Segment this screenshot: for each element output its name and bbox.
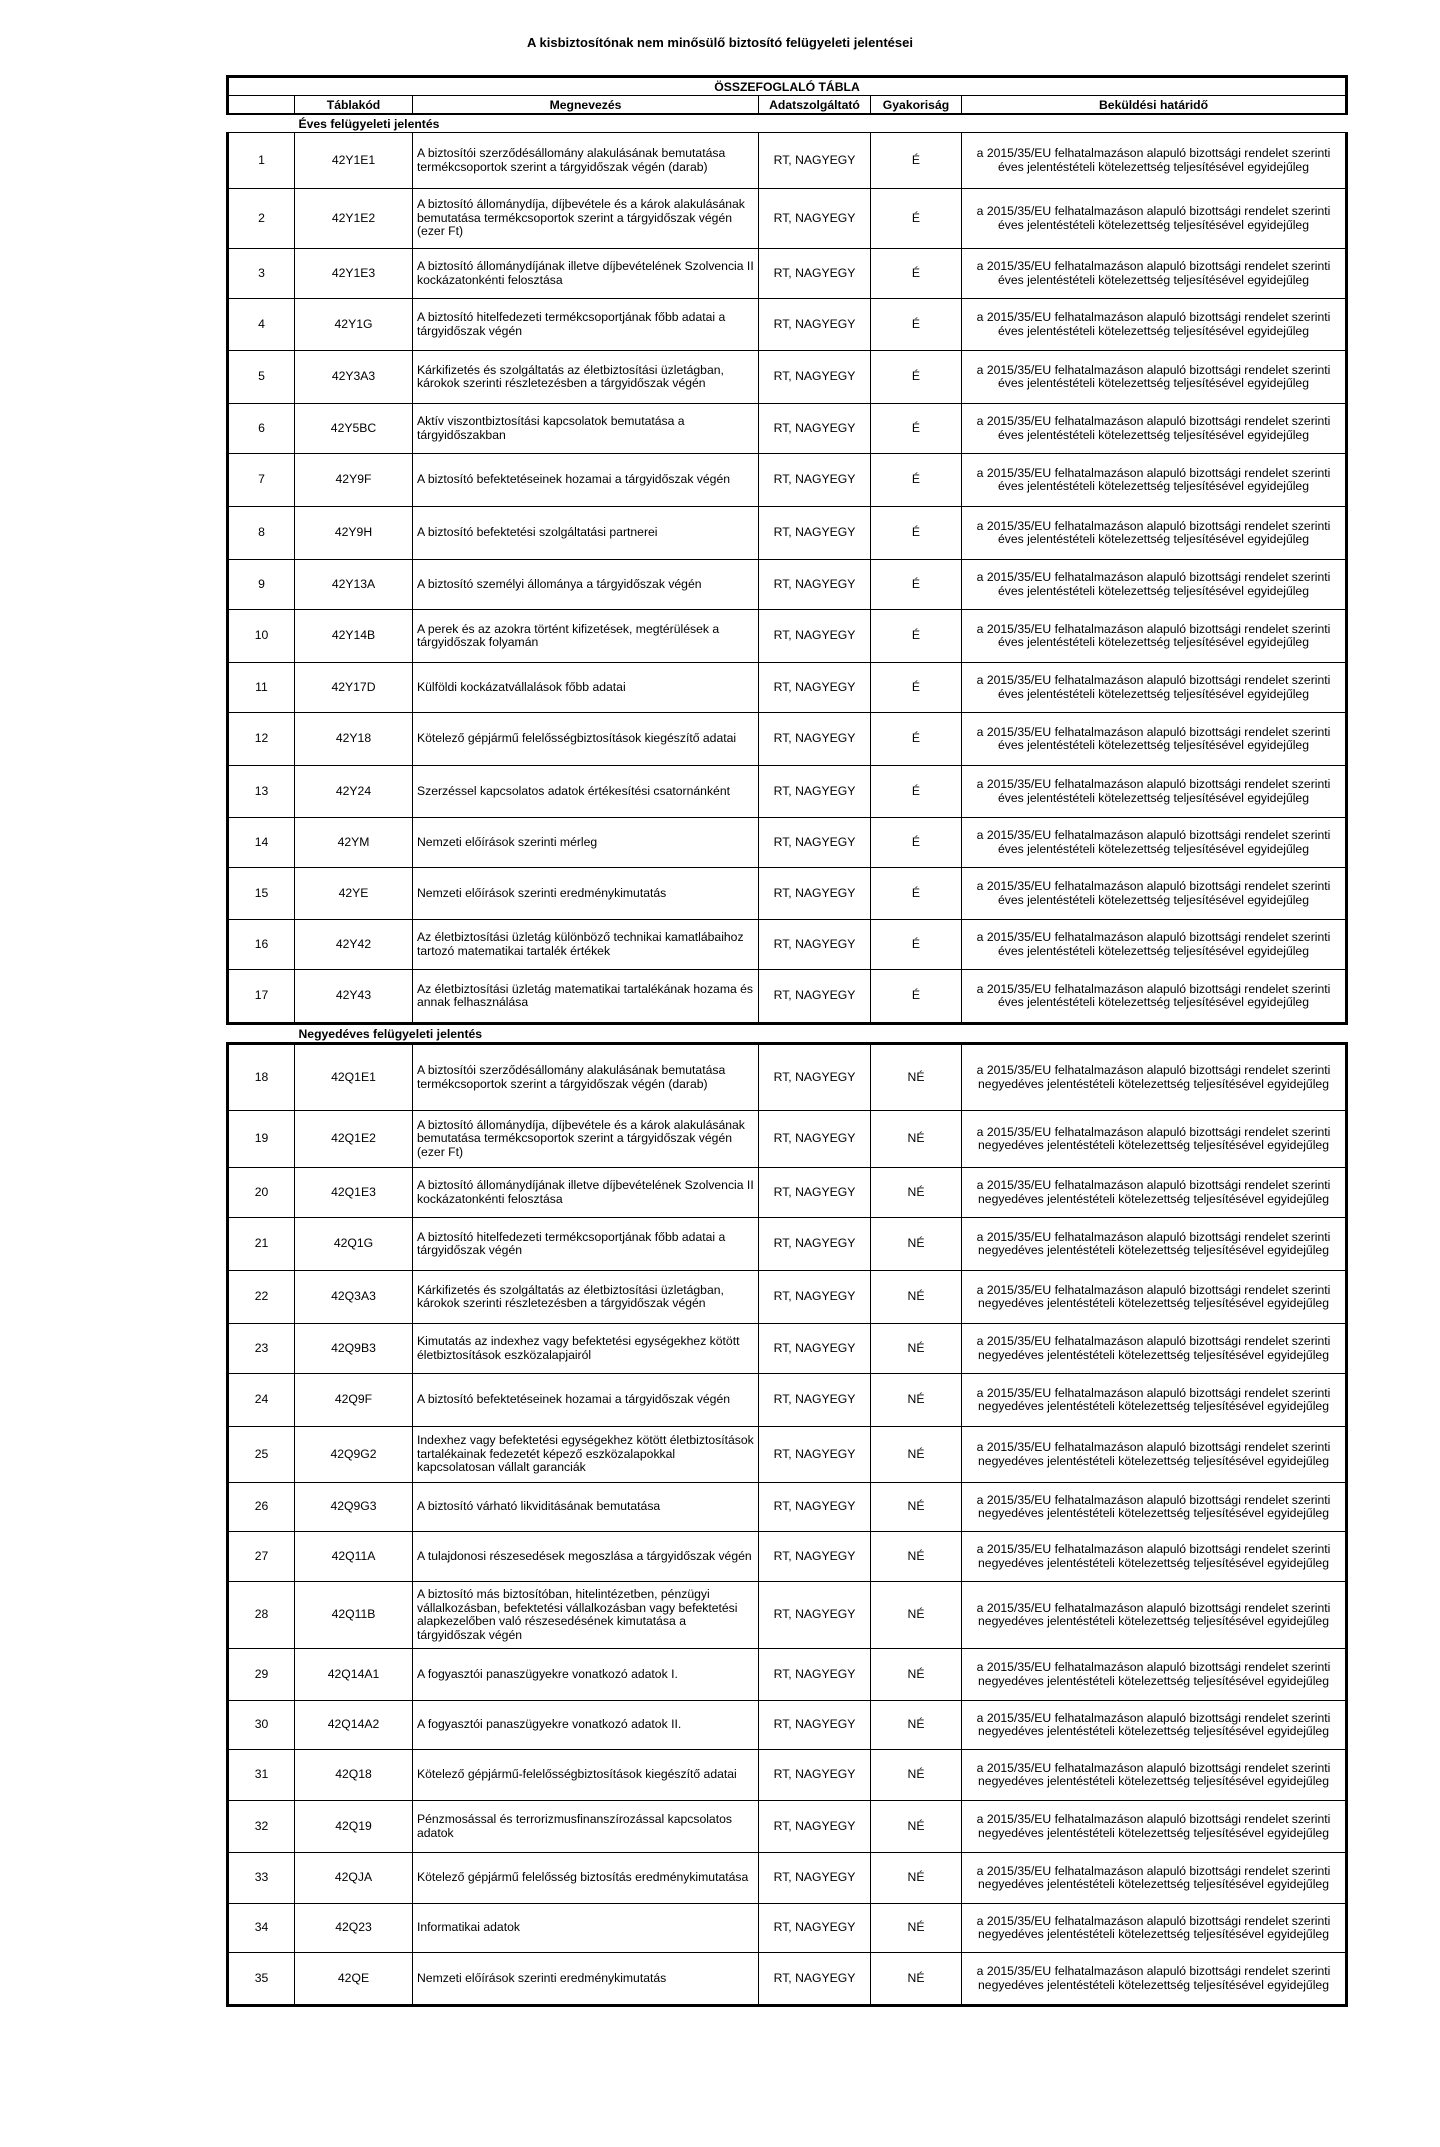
- row-provider: RT, NAGYEGY: [759, 404, 871, 454]
- row-frequency: É: [871, 189, 962, 249]
- row-frequency: É: [871, 133, 962, 189]
- row-table-code: 42Y24: [295, 766, 413, 818]
- row-number: 32: [228, 1801, 295, 1853]
- row-name: A biztosító más biztosítóban, hitelintézetben, pénzügyi vállalkozásban, befektetési vállalkozásban vagy befektetési alapkezelőben való részesedésének kimutatása a tárgyidőszak végén: [413, 1582, 759, 1649]
- row-table-code: 42Q9B3: [295, 1324, 413, 1374]
- row-table-code: 42Y5BC: [295, 404, 413, 454]
- row-provider: RT, NAGYEGY: [759, 1953, 871, 2006]
- row-name: Kötelező gépjármű-felelősségbiztosítások kiegészítő adatai: [413, 1750, 759, 1801]
- row-frequency: NÉ: [871, 1218, 962, 1271]
- row-table-code: 42QJA: [295, 1853, 413, 1904]
- section-label: Negyedéves felügyeleti jelentés: [298, 1026, 483, 1041]
- table-row: [228, 1532, 1347, 1582]
- row-provider: RT, NAGYEGY: [759, 1582, 871, 1649]
- row-name: A tulajdonosi részesedések megoszlása a tárgyidőszak végén: [413, 1532, 759, 1582]
- row-number: 2: [228, 189, 295, 249]
- row-deadline: a 2015/35/EU felhatalmazáson alapuló bizottsági rendelet szerinti éves jelentéstételi kötelezettség teljesítésével egyidejűleg: [962, 868, 1347, 920]
- header-name: Megnevezés: [413, 96, 759, 115]
- row-number: 7: [228, 454, 295, 507]
- table-row: [228, 404, 1347, 454]
- row-name: A biztosítói szerződésállomány alakulásának bemutatása termékcsoportok szerint a tárgyidőszak végén (darab): [413, 133, 759, 189]
- table-row: [228, 1218, 1347, 1271]
- row-table-code: 42Y14B: [295, 610, 413, 663]
- row-frequency: É: [871, 507, 962, 560]
- row-number: 8: [228, 507, 295, 560]
- table-row: [228, 1427, 1347, 1483]
- table-row: [228, 1750, 1347, 1801]
- row-name: Kárkifizetés és szolgáltatás az életbiztosítási üzletágban, károkok szerinti részletezésben a tárgyidőszak végén: [413, 351, 759, 404]
- row-provider: RT, NAGYEGY: [759, 1111, 871, 1168]
- row-provider: RT, NAGYEGY: [759, 818, 871, 868]
- row-frequency: NÉ: [871, 1324, 962, 1374]
- table-row: [228, 1111, 1347, 1168]
- row-deadline: a 2015/35/EU felhatalmazáson alapuló bizottsági rendelet szerinti negyedéves jelentéstételi kötelezettség teljesítésével egyidejűleg: [962, 1324, 1347, 1374]
- row-table-code: 42Y1E1: [295, 133, 413, 189]
- header-deadline: Beküldési határidő: [962, 96, 1347, 115]
- document-title: A kisbiztosítónak nem minősülő biztosító felügyeleti jelentései: [527, 35, 913, 50]
- row-deadline: a 2015/35/EU felhatalmazáson alapuló bizottsági rendelet szerinti negyedéves jelentéstételi kötelezettség teljesítésével egyidejűleg: [962, 1953, 1347, 2006]
- row-deadline: a 2015/35/EU felhatalmazáson alapuló bizottsági rendelet szerinti éves jelentéstételi kötelezettség teljesítésével egyidejűleg: [962, 663, 1347, 713]
- table-row: [228, 133, 1347, 189]
- row-deadline: a 2015/35/EU felhatalmazáson alapuló bizottsági rendelet szerinti negyedéves jelentéstételi kötelezettség teljesítésével egyidejűleg: [962, 1168, 1347, 1218]
- row-name: A biztosító állománydíjának illetve díjbevételének Szolvencia II kockázatonkénti felosztása: [413, 1168, 759, 1218]
- row-number: 11: [228, 663, 295, 713]
- row-number: 14: [228, 818, 295, 868]
- row-provider: RT, NAGYEGY: [759, 1168, 871, 1218]
- row-deadline: a 2015/35/EU felhatalmazáson alapuló bizottsági rendelet szerinti negyedéves jelentéstételi kötelezettség teljesítésével egyidejűleg: [962, 1750, 1347, 1801]
- row-deadline: a 2015/35/EU felhatalmazáson alapuló bizottsági rendelet szerinti éves jelentéstételi kötelezettség teljesítésével egyidejűleg: [962, 454, 1347, 507]
- row-table-code: 42Q3A3: [295, 1271, 413, 1324]
- row-provider: RT, NAGYEGY: [759, 560, 871, 610]
- row-table-code: 42Y13A: [295, 560, 413, 610]
- row-name: A biztosító befektetési szolgáltatási partnerei: [413, 507, 759, 560]
- row-provider: RT, NAGYEGY: [759, 1218, 871, 1271]
- summary-table: [226, 75, 1348, 2007]
- row-table-code: 42Y1E3: [295, 249, 413, 299]
- row-number: 21: [228, 1218, 295, 1271]
- table-row: [228, 818, 1347, 868]
- table-row: [228, 560, 1347, 610]
- row-name: A biztosító állománydíjának illetve díjbevételének Szolvencia II kockázatonkénti felosztása: [413, 249, 759, 299]
- row-name: A biztosító befektetéseinek hozamai a tárgyidőszak végén: [413, 1374, 759, 1427]
- header-number: [228, 96, 295, 115]
- row-provider: RT, NAGYEGY: [759, 189, 871, 249]
- row-frequency: NÉ: [871, 1649, 962, 1701]
- row-name: Nemzeti előírások szerinti eredménykimutatás: [413, 1953, 759, 2006]
- row-provider: RT, NAGYEGY: [759, 1271, 871, 1324]
- row-provider: RT, NAGYEGY: [759, 1853, 871, 1904]
- row-table-code: 42Y18: [295, 713, 413, 766]
- row-name: Nemzeti előírások szerinti mérleg: [413, 818, 759, 868]
- table-row: [228, 1324, 1347, 1374]
- table-row: [228, 1168, 1347, 1218]
- row-table-code: 42QE: [295, 1953, 413, 2006]
- table-row: [228, 1374, 1347, 1427]
- row-table-code: 42Q14A2: [295, 1701, 413, 1750]
- row-name: Aktív viszontbiztosítási kapcsolatok bemutatása a tárgyidőszakban: [413, 404, 759, 454]
- row-name: Az életbiztosítási üzletág különböző technikai kamatlábaihoz tartozó matematikai tartalék értékek: [413, 920, 759, 970]
- row-number: 12: [228, 713, 295, 766]
- row-table-code: 42Q11A: [295, 1532, 413, 1582]
- row-name: A biztosító személyi állománya a tárgyidőszak végén: [413, 560, 759, 610]
- row-frequency: NÉ: [871, 1750, 962, 1801]
- row-number: 17: [228, 970, 295, 1024]
- row-deadline: a 2015/35/EU felhatalmazáson alapuló bizottsági rendelet szerinti negyedéves jelentéstételi kötelezettség teljesítésével egyidejűleg: [962, 1271, 1347, 1324]
- row-provider: RT, NAGYEGY: [759, 299, 871, 351]
- row-deadline: a 2015/35/EU felhatalmazáson alapuló bizottsági rendelet szerinti negyedéves jelentéstételi kötelezettség teljesítésével egyidejűleg: [962, 1111, 1347, 1168]
- row-deadline: a 2015/35/EU felhatalmazáson alapuló bizottsági rendelet szerinti éves jelentéstételi kötelezettség teljesítésével egyidejűleg: [962, 404, 1347, 454]
- row-provider: RT, NAGYEGY: [759, 1483, 871, 1532]
- row-provider: RT, NAGYEGY: [759, 713, 871, 766]
- row-table-code: 42Q1E1: [295, 1044, 413, 1111]
- row-frequency: É: [871, 818, 962, 868]
- row-table-code: 42Q9G2: [295, 1427, 413, 1483]
- table-row: [228, 1271, 1347, 1324]
- row-number: 6: [228, 404, 295, 454]
- row-table-code: 42Y1E2: [295, 189, 413, 249]
- row-name: Kötelező gépjármű felelősség biztosítás eredménykimutatása: [413, 1853, 759, 1904]
- row-table-code: 42Q11B: [295, 1582, 413, 1649]
- row-number: 29: [228, 1649, 295, 1701]
- row-name: Kötelező gépjármű felelősségbiztosítások kiegészítő adatai: [413, 713, 759, 766]
- header-provider: Adatszolgáltató: [759, 96, 871, 115]
- table-row: [228, 249, 1347, 299]
- row-name: Szerzéssel kapcsolatos adatok értékesítési csatornánként: [413, 766, 759, 818]
- row-frequency: NÉ: [871, 1801, 962, 1853]
- row-name: Indexhez vagy befektetési egységekhez kötött életbiztosítások tartalékainak fedezetét képező eszközalapokkal kapcsolatosan vállalt garanciák: [413, 1427, 759, 1483]
- table-row: [228, 454, 1347, 507]
- row-name: Nemzeti előírások szerinti eredménykimutatás: [413, 868, 759, 920]
- row-provider: RT, NAGYEGY: [759, 1904, 871, 1953]
- table-row: [228, 970, 1347, 1024]
- row-table-code: 42Y42: [295, 920, 413, 970]
- column-header-row: [228, 96, 1347, 115]
- row-name: Külföldi kockázatvállalások főbb adatai: [413, 663, 759, 713]
- row-deadline: a 2015/35/EU felhatalmazáson alapuló bizottsági rendelet szerinti éves jelentéstételi kötelezettség teljesítésével egyidejűleg: [962, 610, 1347, 663]
- row-frequency: É: [871, 454, 962, 507]
- section-spacer: [228, 1024, 295, 1044]
- row-frequency: NÉ: [871, 1374, 962, 1427]
- row-frequency: É: [871, 766, 962, 818]
- row-number: 31: [228, 1750, 295, 1801]
- row-deadline: a 2015/35/EU felhatalmazáson alapuló bizottsági rendelet szerinti negyedéves jelentéstételi kötelezettség teljesítésével egyidejűleg: [962, 1853, 1347, 1904]
- table-row: [228, 1953, 1347, 2006]
- row-deadline: a 2015/35/EU felhatalmazáson alapuló bizottsági rendelet szerinti éves jelentéstételi kötelezettség teljesítésével egyidejűleg: [962, 189, 1347, 249]
- row-deadline: a 2015/35/EU felhatalmazáson alapuló bizottsági rendelet szerinti éves jelentéstételi kötelezettség teljesítésével egyidejűleg: [962, 560, 1347, 610]
- row-provider: RT, NAGYEGY: [759, 1649, 871, 1701]
- table-row: [228, 713, 1347, 766]
- table-row: [228, 1483, 1347, 1532]
- row-number: 1: [228, 133, 295, 189]
- row-deadline: a 2015/35/EU felhatalmazáson alapuló bizottsági rendelet szerinti éves jelentéstételi kötelezettség teljesítésével egyidejűleg: [962, 818, 1347, 868]
- row-frequency: É: [871, 970, 962, 1024]
- row-provider: RT, NAGYEGY: [759, 920, 871, 970]
- row-provider: RT, NAGYEGY: [759, 1044, 871, 1111]
- row-number: 25: [228, 1427, 295, 1483]
- row-number: 20: [228, 1168, 295, 1218]
- table-row: [228, 299, 1347, 351]
- table-row: [228, 351, 1347, 404]
- row-name: A biztosító állománydíja, díjbevétele és a károk alakulásának bemutatása termékcsoportok szerint a tárgyidőszak végén (ezer Ft): [413, 1111, 759, 1168]
- row-table-code: 42Y1G: [295, 299, 413, 351]
- row-deadline: a 2015/35/EU felhatalmazáson alapuló bizottsági rendelet szerinti negyedéves jelentéstételi kötelezettség teljesítésével egyidejűleg: [962, 1044, 1347, 1111]
- table-row: [228, 766, 1347, 818]
- row-deadline: a 2015/35/EU felhatalmazáson alapuló bizottsági rendelet szerinti éves jelentéstételi kötelezettség teljesítésével egyidejűleg: [962, 299, 1347, 351]
- row-frequency: NÉ: [871, 1271, 962, 1324]
- row-number: 26: [228, 1483, 295, 1532]
- row-frequency: NÉ: [871, 1953, 962, 2006]
- row-provider: RT, NAGYEGY: [759, 454, 871, 507]
- row-provider: RT, NAGYEGY: [759, 868, 871, 920]
- row-provider: RT, NAGYEGY: [759, 766, 871, 818]
- row-provider: RT, NAGYEGY: [759, 663, 871, 713]
- table-row: [228, 1701, 1347, 1750]
- row-number: 10: [228, 610, 295, 663]
- table-row: [228, 920, 1347, 970]
- row-name: Az életbiztosítási üzletág matematikai tartalékának hozama és annak felhasználása: [413, 970, 759, 1024]
- row-name: A biztosító hitelfedezeti termékcsoportjának főbb adatai a tárgyidőszak végén: [413, 299, 759, 351]
- row-table-code: 42Q9G3: [295, 1483, 413, 1532]
- row-provider: RT, NAGYEGY: [759, 610, 871, 663]
- row-number: 34: [228, 1904, 295, 1953]
- summary-table-container: [226, 75, 1345, 2007]
- header-code: Táblakód: [295, 96, 413, 115]
- row-number: 19: [228, 1111, 295, 1168]
- row-deadline: a 2015/35/EU felhatalmazáson alapuló bizottsági rendelet szerinti negyedéves jelentéstételi kötelezettség teljesítésével egyidejűleg: [962, 1374, 1347, 1427]
- row-provider: RT, NAGYEGY: [759, 1701, 871, 1750]
- row-deadline: a 2015/35/EU felhatalmazáson alapuló bizottsági rendelet szerinti éves jelentéstételi kötelezettség teljesítésével egyidejűleg: [962, 713, 1347, 766]
- row-frequency: É: [871, 560, 962, 610]
- row-name: A biztosítói szerződésállomány alakulásának bemutatása termékcsoportok szerint a tárgyidőszak végén (darab): [413, 1044, 759, 1111]
- row-table-code: 42Q1E2: [295, 1111, 413, 1168]
- row-frequency: NÉ: [871, 1904, 962, 1953]
- row-frequency: É: [871, 920, 962, 970]
- row-table-code: 42Q1G: [295, 1218, 413, 1271]
- row-table-code: 42Y9F: [295, 454, 413, 507]
- row-provider: RT, NAGYEGY: [759, 1750, 871, 1801]
- row-frequency: NÉ: [871, 1853, 962, 1904]
- row-deadline: a 2015/35/EU felhatalmazáson alapuló bizottsági rendelet szerinti éves jelentéstételi kötelezettség teljesítésével egyidejűleg: [962, 507, 1347, 560]
- row-name: Informatikai adatok: [413, 1904, 759, 1953]
- row-frequency: É: [871, 610, 962, 663]
- row-provider: RT, NAGYEGY: [759, 1427, 871, 1483]
- row-deadline: a 2015/35/EU felhatalmazáson alapuló bizottsági rendelet szerinti éves jelentéstételi kötelezettség teljesítésével egyidejűleg: [962, 249, 1347, 299]
- row-table-code: 42Y3A3: [295, 351, 413, 404]
- row-number: 5: [228, 351, 295, 404]
- row-number: 3: [228, 249, 295, 299]
- row-table-code: 42Y17D: [295, 663, 413, 713]
- row-name: A biztosító befektetéseinek hozamai a tárgyidőszak végén: [413, 454, 759, 507]
- row-name: A biztosító várható likviditásának bemutatása: [413, 1483, 759, 1532]
- row-deadline: a 2015/35/EU felhatalmazáson alapuló bizottsági rendelet szerinti negyedéves jelentéstételi kötelezettség teljesítésével egyidejűleg: [962, 1483, 1347, 1532]
- row-number: 30: [228, 1701, 295, 1750]
- row-table-code: 42Q18: [295, 1750, 413, 1801]
- row-frequency: NÉ: [871, 1427, 962, 1483]
- section-label: Éves felügyeleti jelentés: [298, 116, 440, 131]
- row-provider: RT, NAGYEGY: [759, 1374, 871, 1427]
- row-provider: RT, NAGYEGY: [759, 1532, 871, 1582]
- row-frequency: NÉ: [871, 1532, 962, 1582]
- row-provider: RT, NAGYEGY: [759, 351, 871, 404]
- row-number: 13: [228, 766, 295, 818]
- row-number: 23: [228, 1324, 295, 1374]
- table-row: [228, 507, 1347, 560]
- row-number: 22: [228, 1271, 295, 1324]
- section-header-row: [228, 1024, 1347, 1044]
- row-number: 28: [228, 1582, 295, 1649]
- table-row: [228, 868, 1347, 920]
- table-row: [228, 610, 1347, 663]
- table-row: [228, 1044, 1347, 1111]
- row-table-code: 42YE: [295, 868, 413, 920]
- row-deadline: a 2015/35/EU felhatalmazáson alapuló bizottsági rendelet szerinti negyedéves jelentéstételi kötelezettség teljesítésével egyidejűleg: [962, 1427, 1347, 1483]
- table-row: [228, 1649, 1347, 1701]
- row-frequency: NÉ: [871, 1044, 962, 1111]
- row-deadline: a 2015/35/EU felhatalmazáson alapuló bizottsági rendelet szerinti negyedéves jelentéstételi kötelezettség teljesítésével egyidejűleg: [962, 1649, 1347, 1701]
- row-table-code: 42YM: [295, 818, 413, 868]
- row-name: Pénzmosással és terrorizmusfinanszírozással kapcsolatos adatok: [413, 1801, 759, 1853]
- row-deadline: a 2015/35/EU felhatalmazáson alapuló bizottsági rendelet szerinti éves jelentéstételi kötelezettség teljesítésével egyidejűleg: [962, 133, 1347, 189]
- row-number: 16: [228, 920, 295, 970]
- row-name: A perek és az azokra történt kifizetések, megtérülések a tárgyidőszak folyamán: [413, 610, 759, 663]
- row-deadline: a 2015/35/EU felhatalmazáson alapuló bizottsági rendelet szerinti éves jelentéstételi kötelezettség teljesítésével egyidejűleg: [962, 766, 1347, 818]
- row-frequency: É: [871, 249, 962, 299]
- row-name: Kárkifizetés és szolgáltatás az életbiztosítási üzletágban, károkok szerinti részletezésben a tárgyidőszak végén: [413, 1271, 759, 1324]
- row-frequency: NÉ: [871, 1582, 962, 1649]
- row-frequency: NÉ: [871, 1111, 962, 1168]
- row-name: A fogyasztói panaszügyekre vonatkozó adatok I.: [413, 1649, 759, 1701]
- row-name: A biztosító hitelfedezeti termékcsoportjának főbb adatai a tárgyidőszak végén: [413, 1218, 759, 1271]
- row-deadline: a 2015/35/EU felhatalmazáson alapuló bizottsági rendelet szerinti éves jelentéstételi kötelezettség teljesítésével egyidejűleg: [962, 351, 1347, 404]
- section-spacer: [228, 114, 295, 133]
- row-table-code: 42Y43: [295, 970, 413, 1024]
- row-table-code: 42Q23: [295, 1904, 413, 1953]
- row-number: 35: [228, 1953, 295, 2006]
- row-number: 33: [228, 1853, 295, 1904]
- row-number: 24: [228, 1374, 295, 1427]
- row-name: Kimutatás az indexhez vagy befektetési egységekhez kötött életbiztosítások eszközalapjairól: [413, 1324, 759, 1374]
- table-row: [228, 1904, 1347, 1953]
- row-table-code: 42Q1E3: [295, 1168, 413, 1218]
- row-deadline: a 2015/35/EU felhatalmazáson alapuló bizottsági rendelet szerinti negyedéves jelentéstételi kötelezettség teljesítésével egyidejűleg: [962, 1218, 1347, 1271]
- row-frequency: NÉ: [871, 1483, 962, 1532]
- row-frequency: NÉ: [871, 1168, 962, 1218]
- row-table-code: 42Q19: [295, 1801, 413, 1853]
- row-table-code: 42Q9F: [295, 1374, 413, 1427]
- row-number: 9: [228, 560, 295, 610]
- row-frequency: NÉ: [871, 1701, 962, 1750]
- row-provider: RT, NAGYEGY: [759, 249, 871, 299]
- row-name: A biztosító állománydíja, díjbevétele és a károk alakulásának bemutatása termékcsoportok szerint a tárgyidőszak végén (ezer Ft): [413, 189, 759, 249]
- row-frequency: É: [871, 404, 962, 454]
- row-provider: RT, NAGYEGY: [759, 507, 871, 560]
- row-table-code: 42Y9H: [295, 507, 413, 560]
- table-row: [228, 1582, 1347, 1649]
- table-row: [228, 189, 1347, 249]
- row-frequency: É: [871, 351, 962, 404]
- row-deadline: a 2015/35/EU felhatalmazáson alapuló bizottsági rendelet szerinti éves jelentéstételi kötelezettség teljesítésével egyidejűleg: [962, 920, 1347, 970]
- row-provider: RT, NAGYEGY: [759, 1801, 871, 1853]
- header-frequency: Gyakoriság: [871, 96, 962, 115]
- row-deadline: a 2015/35/EU felhatalmazáson alapuló bizottsági rendelet szerinti negyedéves jelentéstételi kötelezettség teljesítésével egyidejűleg: [962, 1801, 1347, 1853]
- row-provider: RT, NAGYEGY: [759, 133, 871, 189]
- row-deadline: a 2015/35/EU felhatalmazáson alapuló bizottsági rendelet szerinti negyedéves jelentéstételi kötelezettség teljesítésével egyidejűleg: [962, 1532, 1347, 1582]
- row-number: 18: [228, 1044, 295, 1111]
- row-frequency: É: [871, 713, 962, 766]
- row-frequency: É: [871, 868, 962, 920]
- row-deadline: a 2015/35/EU felhatalmazáson alapuló bizottsági rendelet szerinti éves jelentéstételi kötelezettség teljesítésével egyidejűleg: [962, 970, 1347, 1024]
- table-row: [228, 663, 1347, 713]
- row-table-code: 42Q14A1: [295, 1649, 413, 1701]
- row-name: A fogyasztói panaszügyekre vonatkozó adatok II.: [413, 1701, 759, 1750]
- row-frequency: É: [871, 299, 962, 351]
- summary-title-row: [228, 77, 1347, 96]
- row-deadline: a 2015/35/EU felhatalmazáson alapuló bizottsági rendelet szerinti negyedéves jelentéstételi kötelezettség teljesítésével egyidejűleg: [962, 1582, 1347, 1649]
- section-header-row: [228, 114, 1347, 133]
- row-deadline: a 2015/35/EU felhatalmazáson alapuló bizottsági rendelet szerinti negyedéves jelentéstételi kötelezettség teljesítésével egyidejűleg: [962, 1701, 1347, 1750]
- row-provider: RT, NAGYEGY: [759, 1324, 871, 1374]
- row-provider: RT, NAGYEGY: [759, 970, 871, 1024]
- row-number: 4: [228, 299, 295, 351]
- row-deadline: a 2015/35/EU felhatalmazáson alapuló bizottsági rendelet szerinti negyedéves jelentéstételi kötelezettség teljesítésével egyidejűleg: [962, 1904, 1347, 1953]
- row-number: 27: [228, 1532, 295, 1582]
- table-row: [228, 1853, 1347, 1904]
- row-frequency: É: [871, 663, 962, 713]
- table-row: [228, 1801, 1347, 1853]
- summary-title: ÖSSZEFOGLALÓ TÁBLA: [228, 77, 1347, 96]
- row-number: 15: [228, 868, 295, 920]
